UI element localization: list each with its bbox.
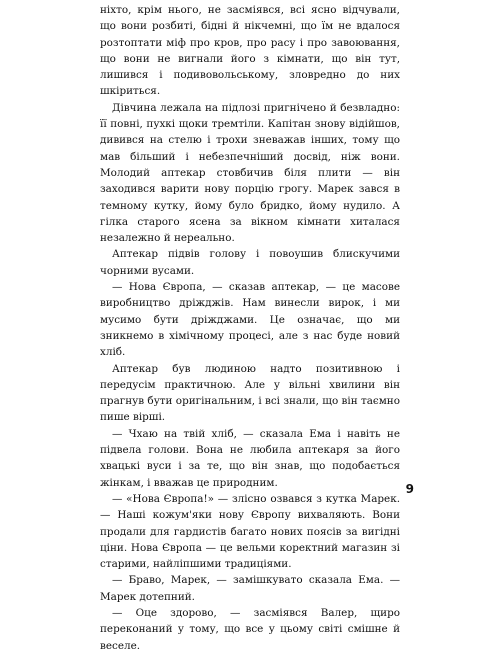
paragraph-8: — Браво, Марек, — замішкувато сказала Ема. — Марек дотепний. [100, 574, 400, 603]
paragraph-1: ніхто, крім нього, не засміявся, всі ясно відчували, що вони розбиті, бідні й нікчемні, що їм не вдалося розтоптати міф про кров, про расу і про завоювання, що вони не вигнали його з кімнати, що він тут, лишився і подивовольському, зловредно до них шкіриться. [100, 4, 400, 98]
paragraph-9: — Оце здорово, — засміявся Валер, щиро переконаний у тому, що все у цьому світі смішне й веселе. [100, 606, 400, 652]
paragraph-4: — Нова Європа, — сказав аптекар, — це масове виробництво дріжджів. Нам винесли вирок, і ми мусимо бути дріжджами. Це означає, що ми зникнемо в хімічному процесі, але з нас буде новий хліб. [100, 281, 400, 359]
page-number: 9 [405, 482, 414, 496]
paragraph-3: Аптекар підвів голову і повоушив блискучими чорними вусами. [100, 248, 400, 277]
paragraph-6: — Чхаю на твій хліб, — сказала Ема і навіть не підвела голови. Вона не любила аптекаря за його хвацькі вуси і за те, що він знав, що подобається жінкам, і вважав це природним. [100, 427, 400, 489]
paragraph-2: Дівчина лежала на підлозі пригнічено й безвладно: її повні, пухкі щоки тремтіли. Капітан знову відійшов, дивився на стелю і трохи зневажав інших, тому що мав більший і небезпечніший досвід, ніж вони. Молодий аптекар стовбичив біля плити — він заходився варити нову порцію грогу. Марек зався в темному кутку, йому було бридко, йому нудило. А гілка старого ясена за вікном кімнати хиталася незалежно й нереально. [100, 101, 400, 245]
paragraph-5: Аптекар був людиною надто позитивною і передусім практичною. Але у вільні хвилини він прагнув бути оригінальним, і всі знали, що він таємно пише вірші. [100, 362, 400, 424]
paragraph-7: — «Нова Європа!» — злісно озвався з кутка Марек. — Наші кожум'яки нову Європу вихваляють. Вони продали для гардистів багато нових поясів за вигідні ціни. Нова Європа — це вельми коректний магазин зі старими, найліпшими традиціями. [100, 492, 400, 571]
